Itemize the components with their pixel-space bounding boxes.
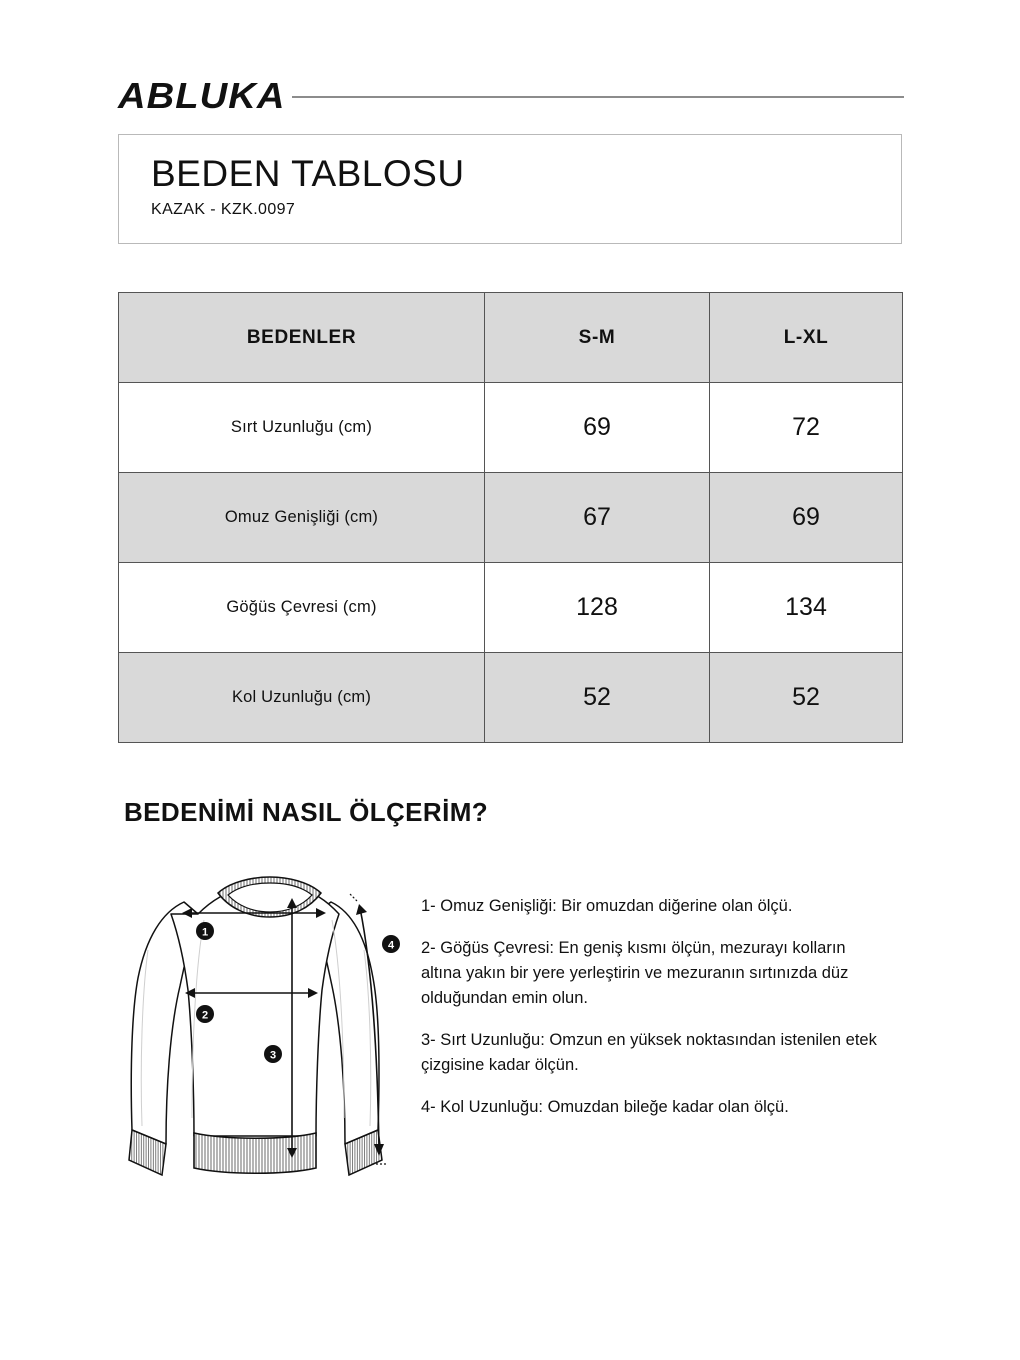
row-value-chest-sm: 128 — [485, 563, 710, 653]
page-subtitle: KAZAK - KZK.0097 — [151, 201, 296, 219]
title-card — [118, 134, 902, 244]
svg-text:4: 4 — [387, 939, 395, 952]
row-value-shoulder-width-lxl: 69 — [710, 473, 903, 563]
marker-2 — [196, 1005, 214, 1023]
row-value-chest-lxl: 134 — [710, 563, 903, 653]
row-label-sleeve-length: Kol Uzunluğu (cm) — [119, 653, 485, 743]
row-value-back-length-sm: 69 — [485, 383, 710, 473]
measurement-instructions — [421, 894, 887, 1121]
abluka-logo: ABLUKA — [118, 75, 286, 116]
brand-header — [118, 76, 904, 116]
column-header-lxl: L-XL — [710, 293, 903, 383]
instruction-item-1: 1- Omuz Genişliği: Bir omuzdan diğerine olan ölçü. — [421, 897, 793, 915]
marker-1 — [196, 922, 214, 940]
row-value-sleeve-length-lxl: 52 — [710, 653, 903, 743]
marker-4 — [382, 935, 400, 953]
column-header-sm: S-M — [485, 293, 710, 383]
page-title: BEDEN TABLOSU — [151, 153, 465, 194]
column-header-measurement: BEDENLER — [119, 293, 485, 383]
marker-3 — [264, 1045, 282, 1063]
size-chart-table — [118, 292, 903, 743]
row-label-chest: Göğüs Çevresi (cm) — [119, 563, 485, 653]
instruction-item-2: 2- Göğüs Çevresi: En geniş kısmı ölçün, mezurayı kolların altına yakın bir yere yerleştirin ve mezuranın sırtınızda düz olduğundan emin olun. — [421, 939, 849, 1008]
header-divider-rule — [292, 96, 904, 98]
body-outline — [171, 888, 339, 1136]
svg-text:3: 3 — [269, 1049, 277, 1062]
svg-text:1: 1 — [201, 926, 209, 939]
instruction-item-3: 3- Sırt Uzunluğu: Omzun en yüksek noktasından istenilen etek çizgisine kadar ölçün. — [421, 1031, 877, 1075]
how-to-measure-heading: BEDENİMİ NASIL ÖLÇERİM? — [124, 797, 489, 827]
table-row — [119, 383, 903, 473]
sweatshirt-illustration-svg — [126, 868, 411, 1203]
table-row — [119, 563, 903, 653]
instruction-item-4: 4- Kol Uzunluğu: Omuzdan bileğe kadar olan ölçü. — [421, 1098, 789, 1117]
table-row — [119, 653, 903, 743]
row-value-shoulder-width-sm: 67 — [485, 473, 710, 563]
row-label-shoulder-width: Omuz Genişliği (cm) — [119, 473, 485, 563]
table-row — [119, 473, 903, 563]
row-value-back-length-lxl: 72 — [710, 383, 903, 473]
svg-text:2: 2 — [201, 1009, 209, 1022]
row-label-back-length: Sırt Uzunluğu (cm) — [119, 383, 485, 473]
hem-ribbing — [194, 1133, 316, 1173]
sweatshirt-diagram — [126, 868, 411, 1203]
table-header-row — [119, 293, 903, 383]
row-value-sleeve-length-sm: 52 — [485, 653, 710, 743]
